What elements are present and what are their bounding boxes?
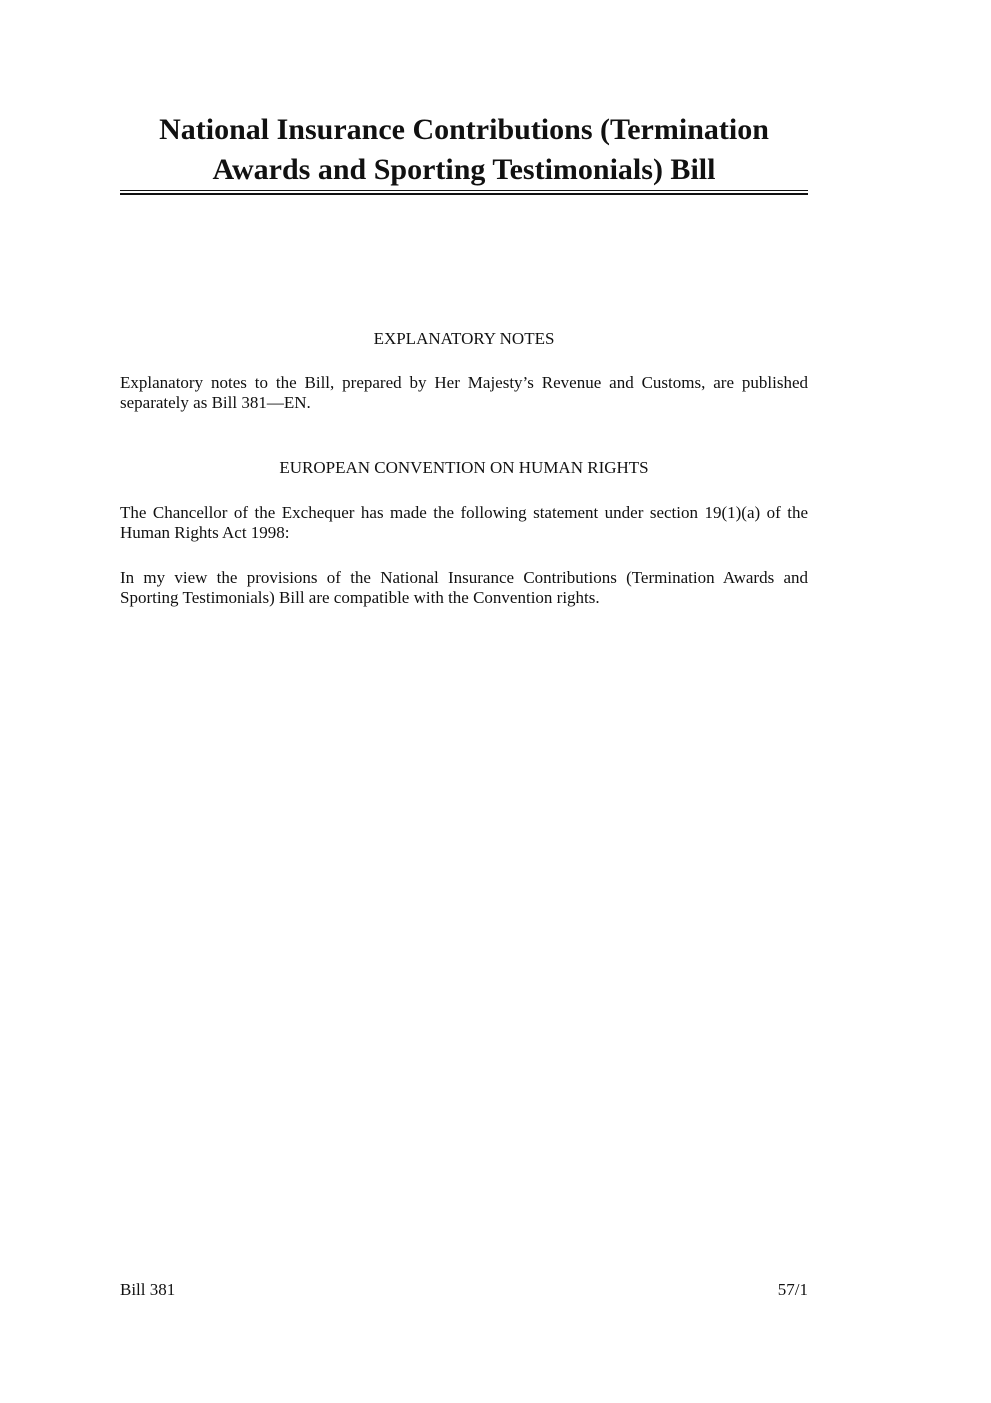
page-reference: 57/1 — [777, 1280, 808, 1299]
bill-title-line-2: Awards and Sporting Testimonials) Bill — [212, 153, 716, 186]
bill-title — [120, 110, 808, 190]
explanatory-notes-text: Explanatory notes to the Bill, prepared by Her Majesty’s Revenue and Customs, are published separately as Bill 381—EN. — [120, 373, 808, 412]
explanatory-notes-heading: EXPLANATORY NOTES — [373, 329, 555, 348]
bill-number: Bill 381 — [120, 1280, 176, 1299]
bill-title-line-1: National Insurance Contributions (Termination — [159, 113, 769, 146]
title-rule-thin — [120, 190, 808, 191]
echr-heading: EUROPEAN CONVENTION ON HUMAN RIGHTS — [279, 458, 649, 477]
echr-statement: In my view the provisions of the National Insurance Contributions (Termination Awards and Sporting Testimonials) Bill are compatible with the Convention rights. — [120, 568, 808, 607]
page-footer — [120, 1280, 808, 1300]
echr-statement-intro: The Chancellor of the Exchequer has made the following statement under section 19(1)(a) of the Human Rights Act 1998: — [120, 503, 808, 542]
title-rule-thick — [120, 193, 808, 195]
